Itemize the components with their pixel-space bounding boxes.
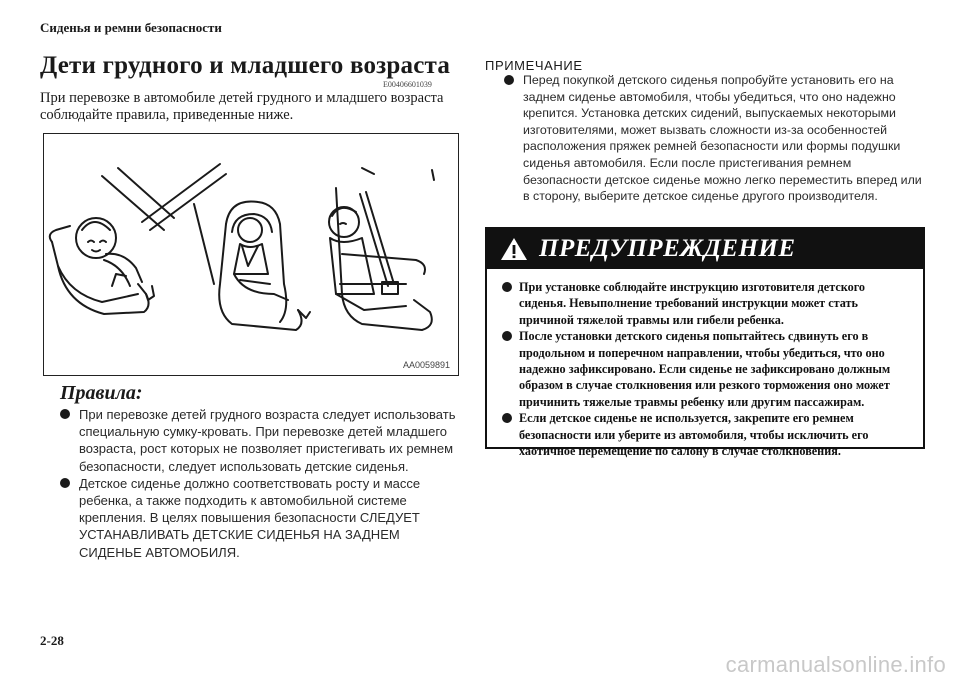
- bullet-icon: [502, 331, 512, 341]
- page-title: Дети грудного и младшего возраста: [40, 52, 451, 79]
- rules-list: [60, 406, 465, 561]
- note-heading: ПРИМЕЧАНИЕ: [485, 58, 583, 73]
- bullet-icon: [504, 75, 514, 85]
- warning-list: [487, 269, 923, 459]
- document-code: E00406601039: [383, 80, 432, 89]
- list-item: [502, 328, 913, 410]
- list-item: [502, 279, 913, 328]
- warning-text: При установке соблюдайте инструкцию изготовителя детского сиденья. Невыполнение требований инструкции может стать причиной тяжелой травмы или гибели ребенка.: [519, 280, 866, 327]
- rules-heading: Правила:: [60, 382, 143, 404]
- intro-text: При перевозке в автомобиле детей грудного и младшего возраста соблюдайте правила, приведенные ниже.: [40, 90, 444, 123]
- warning-triangle-icon: [499, 236, 529, 262]
- running-header: Сиденья и ремни безопасности: [40, 20, 222, 35]
- page-number: 2-28: [40, 633, 64, 648]
- warning-title: ПРЕДУПРЕЖДЕНИЕ: [539, 235, 796, 262]
- warning-header: [487, 229, 923, 269]
- child-with-seat-belt-illustration: [329, 168, 434, 330]
- warning-text: После установки детского сиденья попытайтесь сдвинуть его в продольном и поперечном направлении, чтобы убедиться, что оно надежно зафиксировано. Если сиденье не зафиксировано должным образом в случае столкновения или резкого торможения оно может причинить тяжелые травмы ребенку или другим пассажирам.: [519, 329, 891, 409]
- list-item: [502, 410, 913, 459]
- infant-carrier-illustration: [50, 168, 174, 314]
- list-item: [60, 475, 465, 561]
- watermark: carmanualsonline.info: [725, 652, 946, 677]
- list-item: [504, 72, 924, 205]
- child-seat-illustration: [44, 134, 457, 374]
- figure-code: AA0059891: [402, 360, 450, 370]
- rule-text: При перевозке детей грудного возраста следует использовать специальную сумку-кровать. При перевозке детей младшего возраста, рост которых не позволяет пристегивать их ремнем безопасности, следует использовать детские сиденья.: [79, 407, 456, 474]
- child-safety-seat-illustration: [142, 164, 310, 330]
- note-list: [504, 72, 924, 205]
- note-text: Перед покупкой детского сиденья попробуйте установить его на заднем сиденье автомобиля, чтобы убедиться, что оно надежно крепится. Установка детских сидений, выпускаемых некоторыми изготовителями, может вызвать сложности из-за особенностей расположения пряжек ремней безопасности или формы подушки сиденья автомобиля. Если после пристегивания ремнем безопасности детское сиденье можно легко переместить вперед или в сторону, выберите детское сиденье другого производителя.: [523, 73, 922, 204]
- list-item: [60, 406, 465, 475]
- warning-text: Если детское сиденье не используется, закрепите его ремнем безопасности или уберите из автомобиля, чтобы исключить его хаотичное перемещение по салону в случае столкновения.: [519, 411, 869, 459]
- bullet-icon: [502, 282, 512, 292]
- bullet-icon: [502, 413, 512, 423]
- warning-box: [485, 227, 925, 459]
- rule-text: Детское сиденье должно соответствовать росту и массе ребенка, а также подходить к автомобильной системе крепления. В целях повышения безопасности СЛЕДУЕТ УСТАНАВЛИВАТЬ ДЕТСКИЕ СИДЕНЬЯ НА ЗАДНЕМ СИДЕНЬЕ АВТОМОБИЛЯ.: [79, 475, 421, 560]
- bullet-icon: [60, 478, 70, 488]
- illustration-figure: [43, 133, 459, 376]
- bullet-icon: [60, 409, 70, 419]
